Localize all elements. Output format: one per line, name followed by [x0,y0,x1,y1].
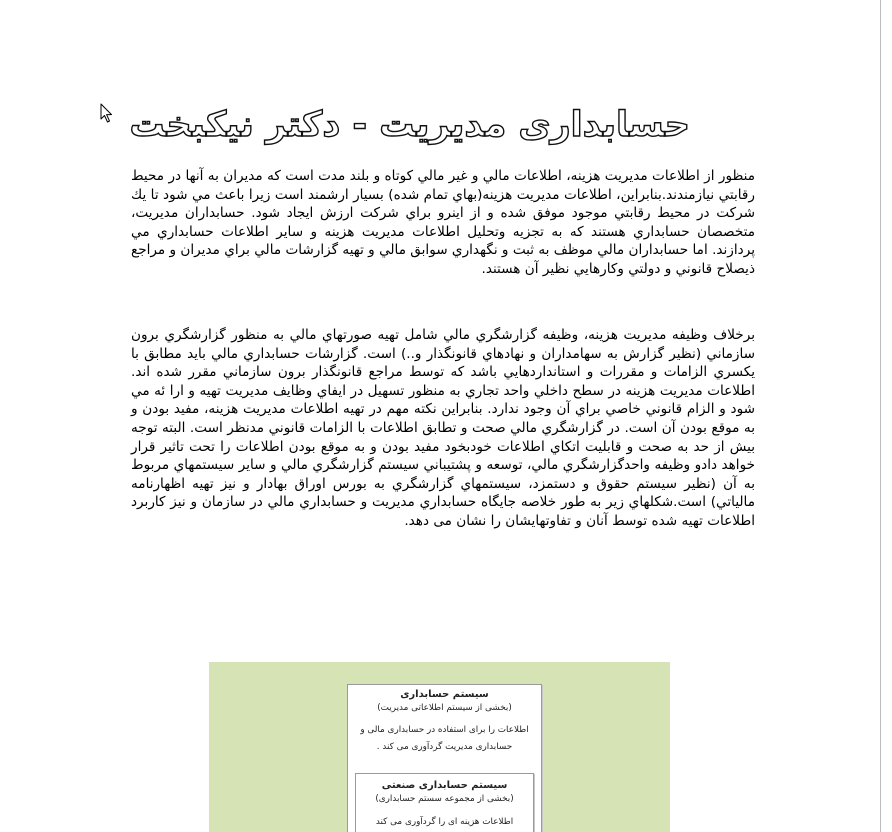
mouse-pointer-icon [100,103,114,123]
accounting-system-subtitle: (بخشی از سیستم اطلاعاتی مدیریت) [377,703,512,713]
accounting-system-title: سیستم حسابداری [400,689,489,700]
industrial-accounting-description: اطلاعات هزینه ای را گردآوری می کند [375,817,514,827]
accounting-system-box [347,684,542,832]
accounting-system-figure [209,662,670,832]
page-edge-divider [880,0,881,832]
industrial-accounting-box [355,773,534,832]
accounting-system-description: اطلاعات را برای استفاده در حسابداری مالی و حسابداری مدیریت گردآوری می کند . [360,725,529,752]
industrial-accounting-title: سیستم حسابداری صنعتی [381,780,508,791]
paragraph-financial-reporting: برخلاف وظيفه مديريت هزينه، وظيفه گزارشگري مالي شامل تهيه صورتهاي مالي به منظور گزارشگري برون سازماني (نظير گزارش به سهامداران و نهادهاي قانونگذار و..) است. گزارشات حسابداري مالي بايد مطابق با يكسري الزامات و مقررات و استانداردهايي باشد كه توسط مراجع قانونگذار برون سازماني مقرر شده اند. اطلاعات مديريت هزينه در سطح داخلي واحد تجاري به منظور تسهيل در ايفاي وظايف مديريت تهيه و ارا ئه مي شود و الزام قانوني خاصي براي آن وجود ندارد. بنابراين نكته مهم در تهيه اطلاعات مديريت هزينه، مفيد بودن و به موقع بودن آن است. در گزارشگري مالي صحت و تطابق اطلاعات با الزامات قانوني مدنظر است. البته توجه بيش از حد به صحت و قابليت اتكاي اطلاعات خودبخود مفيد بودن و به موقع بودن اطلاعات را تحت تاثير قرار خواهد دادو وظيفه واحدگزارشگري مالي، توسعه و پشتيباني سيستم گزارشگري مالي و ساير سيستمهاي مربوط به آن (نظير سيستم حقوق و دستمزد، سيستمهاي گزارشگري به بورس اوراق بهادار و نيز تهيه اظهارنامه مالياتي) است.شكلهاي زير به طور خلاصه جايگاه حسابداري مديريت و حسابداري مالي در سازمان و نيز كاربرد اطلاعات تهيه شده توسط آنان و تفاوتهايشان را نشان می دهد. [131,327,755,529]
document-title: حسابداری مدیریت - دکتر نیکبخت [129,105,690,145]
paragraph-cost-management: منظور از اطلاعات مديريت هزينه، اطلاعات مالي و غير مالي كوتاه و بلند مدت است كه مديران به آنها در محيط رقابتي نيازمندند.بنابراين، اطلاعات مديريت هزينه(بهاي تمام شده) بسيار ارشمند است زيرا باعث مي شود تا يك شركت در محيط رقابتي موجود موفق شده و از اينرو براي شركت ارزش ايجاد شود. حسابداران مديريت، متخصصان حسابداري هستند كه به تجزيه وتحليل اطلاعات مديريت هزينه و ساير اطلاعات حسابداري مي پردازند. اما حسابداران مالي موظف به ثبت و نگهداري سوابق مالي و تهيه گزارشات مالي براي مديران و مراجع ذيصلاح قانوني و دولتي وكارهايي نظير آن هستند. [131,168,755,277]
industrial-accounting-subtitle: (بخشی از مجموعه سستم حسابداری) [375,794,514,804]
